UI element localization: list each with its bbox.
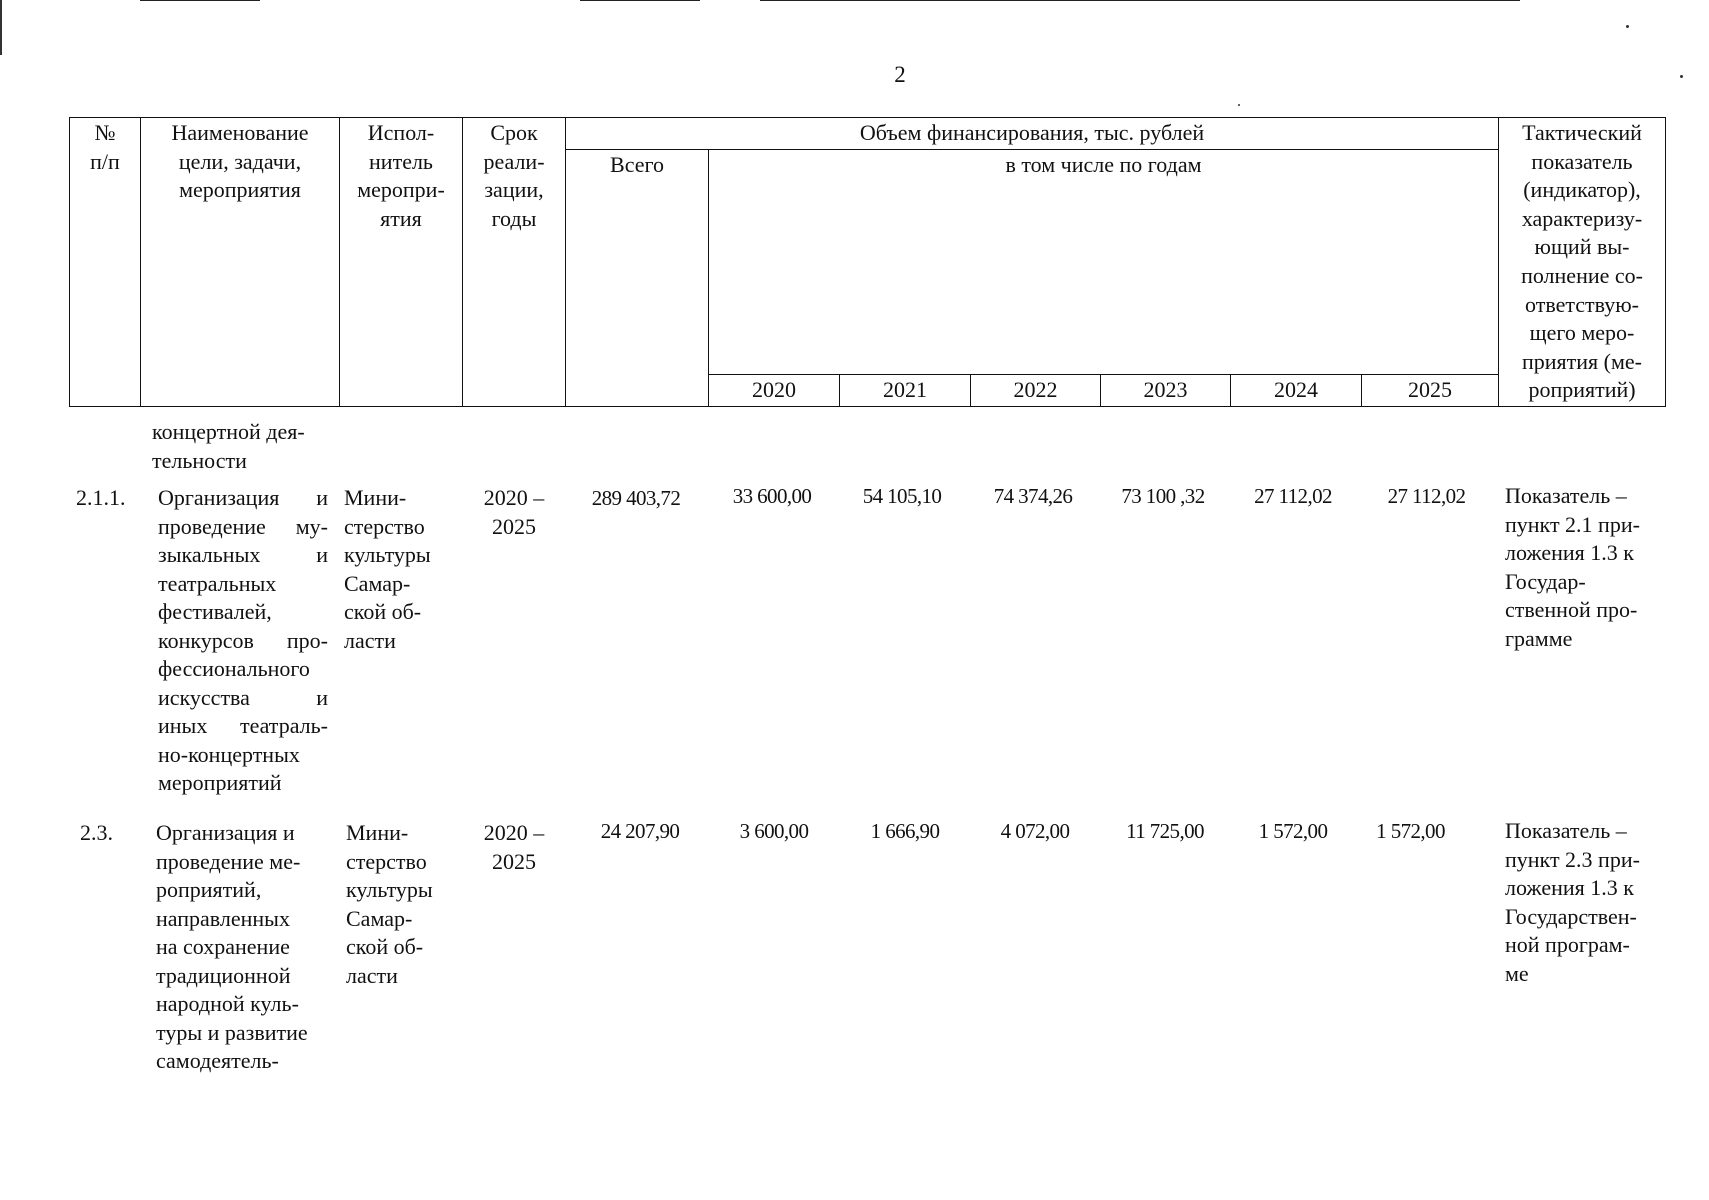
- row-number: 2.3.: [80, 820, 113, 845]
- row-period: 2020 – 2025: [483, 485, 545, 539]
- row-name-line: [158, 570, 328, 599]
- row-period: 2020 – 2025: [483, 820, 545, 874]
- header-executor: [340, 118, 463, 407]
- row-name-word: и: [316, 684, 328, 710]
- row-executor: Мини- стерство культуры Самар- ской об- ласти: [346, 820, 433, 988]
- row-name-line: [156, 1047, 326, 1076]
- row-name-word: Организация и: [156, 820, 295, 845]
- header-year: [1362, 375, 1499, 407]
- header-period: [463, 118, 566, 407]
- header-period-label: Срок реали- зации, годы: [483, 120, 545, 231]
- scan-speck: [1626, 25, 1629, 28]
- page-number: 2: [894, 62, 906, 87]
- header-year-label: 2025: [1408, 377, 1452, 403]
- header-funding-label: Объем финансирования, тыс. рублей: [859, 120, 1205, 145]
- row-value-2025: 1 572,00: [1376, 819, 1445, 843]
- row-name-line: [156, 933, 326, 962]
- row-name-line: [158, 484, 328, 513]
- header-year: [1101, 375, 1231, 407]
- row-executor: Мини- стерство культуры Самар- ской об- ласти: [344, 485, 431, 653]
- scan-speck: [1238, 104, 1240, 106]
- header-year: [971, 375, 1101, 407]
- header-by-years: [709, 149, 1499, 375]
- row-name-line: [158, 712, 328, 741]
- header-executor-label: Испол- нитель меропри- ятия: [357, 120, 445, 231]
- row-name-word: проведение ме-: [156, 848, 301, 874]
- row-name-line: [156, 905, 326, 934]
- row-name-line: [158, 741, 328, 770]
- row-indicator: Показатель – пункт 2.1 при- ложения 1.3 к Государ- ственной про- грамме: [1505, 483, 1640, 651]
- header-year-label: 2022: [1013, 377, 1058, 403]
- row-name-word: фессионального: [158, 656, 310, 681]
- header-name-label: Наименование цели, задачи, мероприятия: [171, 120, 309, 202]
- row-value-2021: 1 666,90: [870, 819, 940, 843]
- row-name-word: направленных: [156, 905, 290, 931]
- row-name-word: туры и развитие: [156, 1019, 308, 1045]
- row-name-line: [158, 598, 328, 627]
- row-name-word: зыкальных: [158, 542, 261, 567]
- row-name-word: театральных: [158, 570, 277, 596]
- header-year-label: 2023: [1143, 377, 1188, 403]
- header-indicator: [1499, 118, 1666, 407]
- scan-left-edge: [0, 0, 2, 55]
- row-name-word: народной куль-: [156, 991, 299, 1016]
- header-year-label: 2020: [752, 377, 796, 403]
- row-value-2023: 11 725,00: [1126, 819, 1204, 843]
- row-value-2023: 73 100 ,32: [1121, 484, 1205, 508]
- header-total-label: Всего: [610, 151, 664, 177]
- header-year: [1231, 375, 1362, 407]
- header-funding: [566, 118, 1499, 150]
- row-value-2022: 4 072,00: [1000, 819, 1070, 843]
- row-name-line: [156, 819, 326, 848]
- scan-top-line-3: [760, 0, 1520, 1]
- scan-top-line-1: [140, 0, 260, 1]
- row-name-word: роприятий,: [156, 877, 262, 902]
- row-name-word: на сохранение: [156, 934, 290, 959]
- row-name-word: про-: [286, 627, 328, 653]
- row-total: 24 207,90: [600, 819, 680, 843]
- row-value-2024: 27 112,02: [1254, 484, 1332, 508]
- row-name-word: проведение: [158, 513, 266, 539]
- header-year-label: 2024: [1274, 377, 1318, 403]
- row-name-word: Организация: [158, 485, 280, 510]
- header-total: [566, 149, 709, 406]
- row-number: 2.1.1.: [76, 485, 126, 510]
- row-name-word: конкурсов: [158, 627, 254, 653]
- row-value-2022: 74 374,26: [993, 484, 1073, 508]
- header-number-label: № п/п: [90, 120, 120, 174]
- row-name-word: иных: [158, 713, 208, 738]
- row-name-word: искусства: [158, 684, 250, 710]
- row-value-2021: 54 105,10: [862, 484, 942, 508]
- row-name-word: традиционной: [156, 962, 291, 988]
- row-name-word: мероприятий: [158, 770, 282, 795]
- row-value-2025: 27 112,02: [1387, 484, 1466, 508]
- header-indicator-label: Тактический показатель (индикатор), характеризу- ющий вы- полнение со- ответствую- щего меро- приятия (ме- роприятий): [1521, 120, 1643, 403]
- row-name-word: и: [316, 542, 328, 567]
- row-total: 289 403,72: [591, 486, 681, 510]
- row-name-line: [158, 513, 328, 542]
- row-name-word: му-: [295, 513, 328, 539]
- row-name-word: фестивалей,: [158, 599, 272, 624]
- header-year-label: 2021: [883, 377, 927, 403]
- row-indicator: Показатель – пункт 2.3 при- ложения 1.3 к Государствен- ной програм- ме: [1505, 818, 1640, 986]
- table-header: [69, 117, 1666, 407]
- header-number: [70, 118, 141, 407]
- row-name-line: [156, 990, 326, 1019]
- row-name-line: [158, 769, 328, 798]
- row-value-2024: 1 572,00: [1258, 819, 1328, 843]
- row-name-line: [158, 541, 328, 570]
- row-name-line: [158, 655, 328, 684]
- header-by-years-label: в том числе по годам: [1005, 151, 1202, 177]
- row-name: [156, 819, 326, 1076]
- row-name-line: [158, 627, 328, 656]
- row-name-word: самодеятель-: [156, 1048, 279, 1073]
- row-name-word: но-концертных: [158, 741, 300, 767]
- row-value-2020: 33 600,00: [732, 484, 812, 508]
- row-name-word: театраль-: [239, 713, 328, 738]
- carryover-text: концертной дея- тельности: [152, 419, 305, 473]
- row-name-line: [158, 684, 328, 713]
- row-name-line: [156, 1019, 326, 1048]
- row-name-line: [156, 848, 326, 877]
- row-name-line: [156, 876, 326, 905]
- row-name: [158, 484, 328, 798]
- row-name-word: и: [316, 485, 328, 510]
- row-name-line: [156, 962, 326, 991]
- row-value-2020: 3 600,00: [739, 819, 809, 843]
- scan-top-line-2: [580, 0, 700, 1]
- header-name: [141, 118, 340, 407]
- header-year: [709, 375, 840, 407]
- header-year: [840, 375, 971, 407]
